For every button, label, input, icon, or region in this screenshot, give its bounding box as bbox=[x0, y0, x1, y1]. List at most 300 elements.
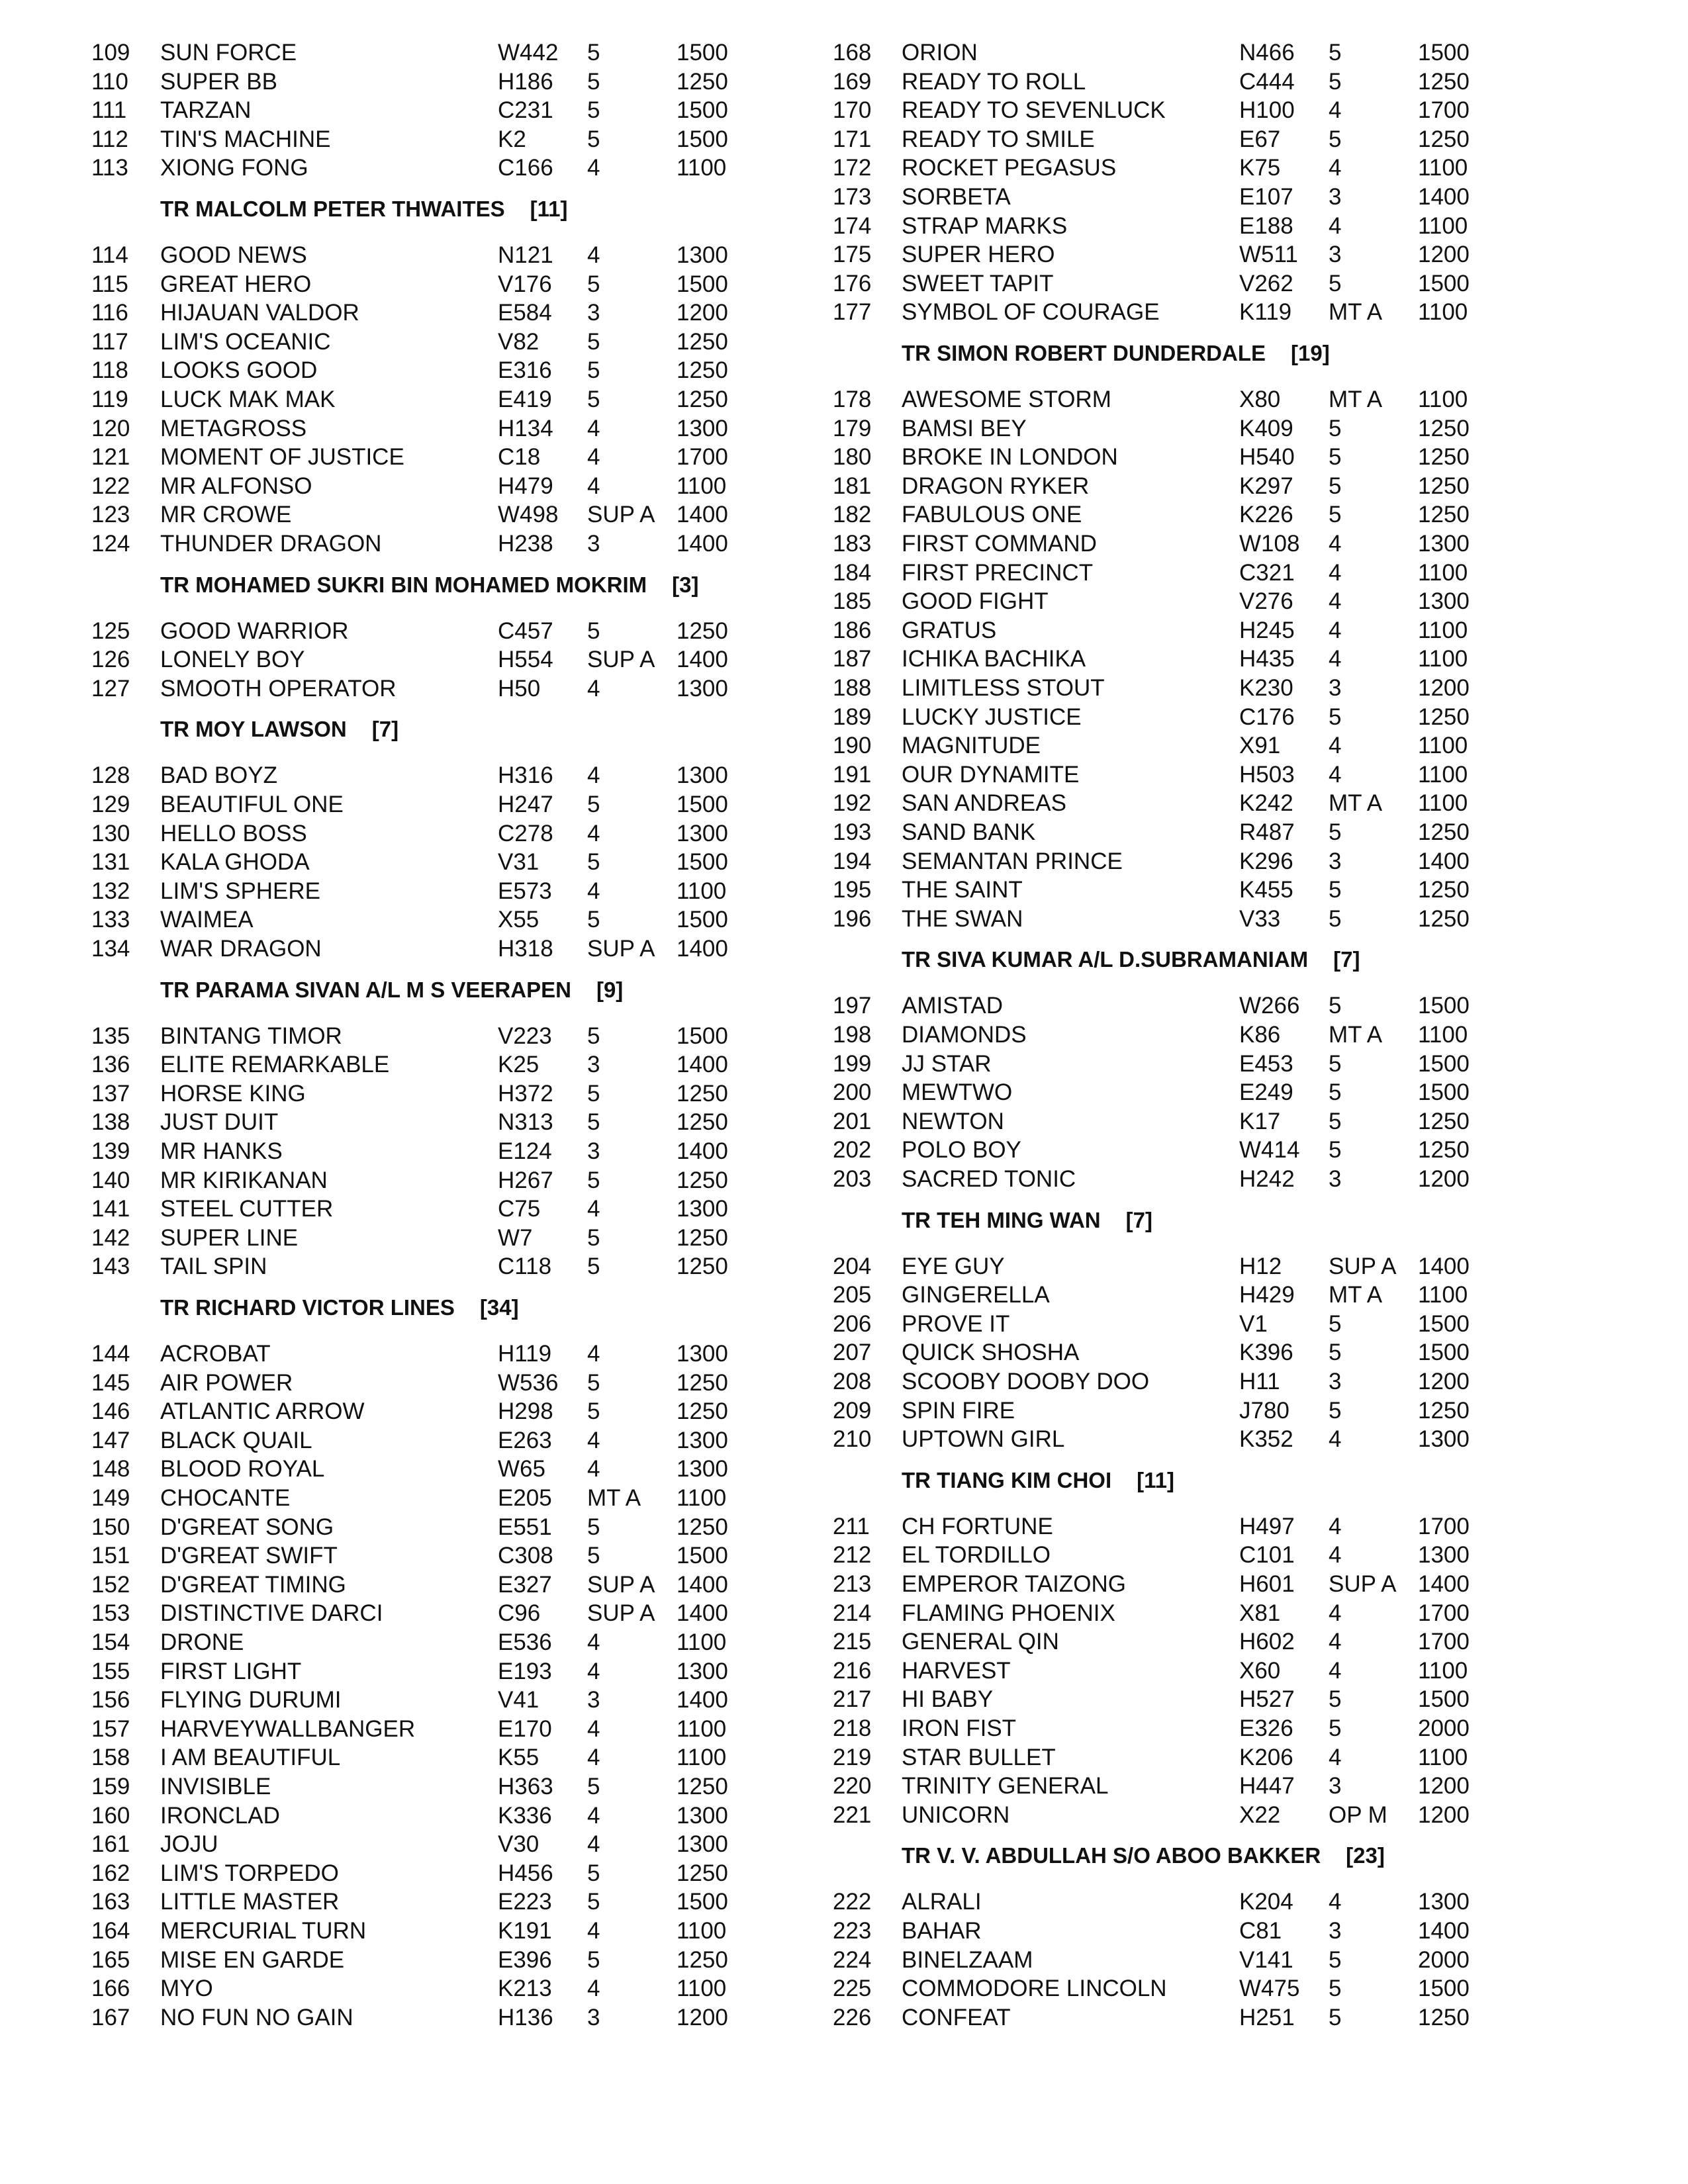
trainer-heading bbox=[902, 1206, 1152, 1235]
race-distance: 1250 bbox=[1418, 877, 1470, 903]
entry-number: 218 bbox=[833, 1715, 872, 1741]
entry-row bbox=[741, 443, 1483, 472]
horse-code: H429 bbox=[1239, 1282, 1295, 1308]
horse-name: FABULOUS ONE bbox=[902, 502, 1082, 528]
horse-name: MR CROWE bbox=[160, 502, 292, 528]
horse-code: N466 bbox=[1239, 40, 1295, 66]
entry-number: 128 bbox=[91, 762, 130, 789]
race-distance: 1250 bbox=[677, 1167, 728, 1193]
race-class: 4 bbox=[587, 1427, 600, 1453]
horse-name: SUPER LINE bbox=[160, 1224, 299, 1251]
race-distance: 1500 bbox=[1418, 1976, 1470, 2002]
horse-name: STEEL CUTTER bbox=[160, 1196, 334, 1222]
entry-row bbox=[0, 1137, 741, 1166]
horse-name: MR HANKS bbox=[160, 1138, 283, 1164]
horse-name: LOOKS GOOD bbox=[160, 357, 318, 384]
horse-code: K17 bbox=[1239, 1108, 1281, 1134]
horse-name: DRAGON RYKER bbox=[902, 473, 1090, 499]
horse-name: FLAMING PHOENIX bbox=[902, 1600, 1115, 1626]
entry-number: 184 bbox=[833, 559, 872, 586]
horse-code: C444 bbox=[1239, 68, 1295, 95]
race-class: 4 bbox=[1329, 1426, 1342, 1453]
horse-name: OUR DYNAMITE bbox=[902, 761, 1080, 788]
race-distance: 1700 bbox=[1418, 1513, 1470, 1539]
horse-name: JUST DUIT bbox=[160, 1109, 279, 1136]
horse-name: LITTLE MASTER bbox=[160, 1889, 340, 1915]
entry-number: 206 bbox=[833, 1310, 872, 1337]
race-class: 5 bbox=[587, 907, 600, 933]
race-distance: 1300 bbox=[677, 1658, 728, 1684]
race-class: 5 bbox=[1329, 1137, 1342, 1163]
race-class: 4 bbox=[1329, 155, 1342, 181]
horse-code: H554 bbox=[498, 647, 553, 673]
race-class: 5 bbox=[587, 271, 600, 297]
entry-row bbox=[741, 154, 1483, 183]
horse-code: K206 bbox=[1239, 1744, 1293, 1770]
entry-row bbox=[0, 2003, 741, 2032]
trainer-runner-count: [7] bbox=[1125, 1207, 1152, 1232]
race-distance: 1250 bbox=[1418, 68, 1470, 95]
race-distance: 1500 bbox=[677, 1543, 728, 1569]
horse-code: C101 bbox=[1239, 1542, 1295, 1569]
entry-number: 141 bbox=[91, 1196, 130, 1222]
trainer-heading bbox=[160, 570, 698, 600]
trainer-name: TR PARAMA SIVAN A/L M S VEERAPEN bbox=[160, 977, 571, 1002]
horse-name: IRONCLAD bbox=[160, 1802, 280, 1829]
entry-number: 160 bbox=[91, 1802, 130, 1829]
entry-row bbox=[741, 905, 1483, 934]
race-class: 5 bbox=[587, 1946, 600, 1973]
horse-name: LUCK MAK MAK bbox=[160, 387, 336, 412]
race-class: 4 bbox=[1329, 761, 1342, 788]
race-distance: 1250 bbox=[677, 1224, 728, 1251]
horse-name: ORION bbox=[902, 40, 978, 66]
horse-code: X55 bbox=[498, 907, 539, 933]
entry-number: 213 bbox=[833, 1571, 872, 1597]
horse-code: K119 bbox=[1239, 299, 1292, 326]
entry-number: 143 bbox=[91, 1253, 130, 1280]
race-class: 5 bbox=[1329, 444, 1342, 471]
race-class: 5 bbox=[1329, 1686, 1342, 1713]
entry-row bbox=[741, 414, 1483, 443]
horse-code: K352 bbox=[1239, 1426, 1293, 1453]
horse-code: E107 bbox=[1239, 184, 1293, 210]
entry-number: 152 bbox=[91, 1571, 130, 1598]
race-class: 5 bbox=[1329, 126, 1342, 152]
horse-code: H602 bbox=[1239, 1629, 1295, 1655]
entry-row bbox=[0, 500, 741, 529]
race-class: 4 bbox=[1329, 646, 1342, 672]
horse-code: K25 bbox=[498, 1052, 539, 1078]
horse-name: SACRED TONIC bbox=[902, 1166, 1076, 1192]
horse-code: H242 bbox=[1239, 1166, 1295, 1192]
entry-number: 114 bbox=[91, 242, 128, 268]
entry-row bbox=[741, 847, 1483, 876]
horse-code: K296 bbox=[1239, 848, 1293, 874]
entry-row bbox=[741, 2003, 1483, 2032]
trainer-runner-count: [23] bbox=[1346, 1843, 1385, 1868]
entry-row bbox=[0, 1195, 741, 1224]
horse-name: BAMSI BEY bbox=[902, 415, 1027, 441]
horse-code: H119 bbox=[498, 1341, 552, 1367]
entry-number: 124 bbox=[91, 531, 130, 557]
race-distance: 1500 bbox=[1418, 1340, 1470, 1366]
race-distance: 1100 bbox=[1418, 646, 1468, 672]
race-distance: 1250 bbox=[1418, 415, 1470, 441]
entry-row bbox=[741, 212, 1483, 241]
race-distance: 1100 bbox=[1418, 761, 1468, 788]
race-distance: 1400 bbox=[677, 1138, 728, 1164]
race-class: 4 bbox=[1329, 1889, 1342, 1915]
trainer-runner-count: [3] bbox=[672, 572, 699, 597]
race-distance: 1300 bbox=[1418, 1542, 1470, 1569]
horse-code: E223 bbox=[498, 1889, 552, 1915]
entry-number: 197 bbox=[833, 993, 872, 1019]
horse-code: C166 bbox=[498, 155, 553, 181]
horse-code: E193 bbox=[498, 1658, 552, 1684]
horse-name: GOOD WARRIOR bbox=[160, 617, 349, 644]
trainer-name: TR MOHAMED SUKRI BIN MOHAMED MOKRIM bbox=[160, 572, 647, 597]
race-distance: 1250 bbox=[677, 1109, 728, 1136]
horse-code: V31 bbox=[498, 849, 539, 876]
horse-name: ALRALI bbox=[902, 1889, 982, 1915]
horse-name: WAR DRAGON bbox=[160, 936, 322, 962]
horse-name: GOOD NEWS bbox=[160, 242, 307, 268]
horse-code: H50 bbox=[498, 675, 541, 702]
horse-name: LUCKY JUSTICE bbox=[902, 704, 1082, 730]
entry-number: 136 bbox=[91, 1052, 130, 1078]
horse-code: W498 bbox=[498, 502, 559, 528]
race-class: 4 bbox=[587, 1802, 600, 1829]
horse-name: JJ STAR bbox=[902, 1050, 992, 1077]
horse-name: ROCKET PEGASUS bbox=[902, 155, 1117, 181]
horse-name: TIN'S MACHINE bbox=[160, 126, 331, 152]
entry-number: 220 bbox=[833, 1773, 872, 1799]
entry-row bbox=[0, 1859, 741, 1888]
entry-row bbox=[0, 385, 741, 414]
race-class: 5 bbox=[1329, 993, 1342, 1019]
horse-code: H527 bbox=[1239, 1686, 1295, 1713]
trainer-name: TR TEH MING WAN bbox=[902, 1207, 1101, 1232]
race-class: 3 bbox=[1329, 848, 1342, 874]
entry-number: 215 bbox=[833, 1629, 872, 1655]
race-class: 5 bbox=[1329, 502, 1342, 528]
horse-name: BROKE IN LONDON bbox=[902, 444, 1118, 471]
entry-row bbox=[741, 298, 1483, 327]
race-class: 3 bbox=[1329, 242, 1342, 268]
race-class: 4 bbox=[1329, 1513, 1342, 1539]
horse-name: QUICK SHOSHA bbox=[902, 1340, 1080, 1366]
race-class: 5 bbox=[587, 1514, 600, 1540]
horse-name: GENERAL QIN bbox=[902, 1629, 1059, 1655]
horse-code: H100 bbox=[1239, 97, 1295, 124]
race-distance: 1100 bbox=[1418, 617, 1468, 643]
race-distance: 1250 bbox=[677, 1946, 728, 1973]
horse-name: UPTOWN GIRL bbox=[902, 1426, 1065, 1453]
race-distance: 1400 bbox=[1418, 184, 1470, 210]
horse-code: H12 bbox=[1239, 1253, 1282, 1279]
race-distance: 1700 bbox=[1418, 1600, 1470, 1626]
horse-name: BINTANG TIMOR bbox=[160, 1023, 342, 1049]
race-distance: 1300 bbox=[677, 762, 728, 789]
horse-code: E551 bbox=[498, 1514, 552, 1540]
race-class: 5 bbox=[587, 1369, 600, 1396]
entry-number: 185 bbox=[833, 588, 872, 615]
horse-name: IRON FIST bbox=[902, 1715, 1017, 1741]
horse-name: NEWTON bbox=[902, 1108, 1004, 1134]
race-distance: 1250 bbox=[677, 68, 728, 95]
entry-number: 179 bbox=[833, 415, 872, 441]
horse-name: AIR POWER bbox=[160, 1369, 293, 1396]
entry-row bbox=[741, 125, 1483, 154]
entry-row bbox=[741, 1974, 1483, 2003]
entry-row bbox=[741, 818, 1483, 847]
entry-row bbox=[0, 1166, 741, 1195]
entry-number: 131 bbox=[91, 849, 130, 876]
entry-row bbox=[0, 1541, 741, 1570]
entry-number: 159 bbox=[91, 1774, 130, 1799]
horse-name: STRAP MARKS bbox=[902, 212, 1068, 239]
race-class: 4 bbox=[1329, 559, 1342, 586]
horse-name: MYO bbox=[160, 1976, 213, 2002]
race-class: 5 bbox=[587, 617, 600, 644]
entry-row bbox=[0, 472, 741, 501]
trainer-heading bbox=[160, 1293, 519, 1322]
entry-number: 154 bbox=[91, 1629, 130, 1655]
entry-row bbox=[0, 68, 741, 97]
entry-row bbox=[0, 674, 741, 704]
race-class: SUP A bbox=[587, 647, 655, 673]
horse-code: C321 bbox=[1239, 559, 1295, 586]
race-distance: 1250 bbox=[677, 1860, 728, 1886]
horse-code: K396 bbox=[1239, 1340, 1293, 1366]
horse-name: GRATUS bbox=[902, 617, 997, 643]
entry-number: 171 bbox=[833, 126, 872, 152]
race-distance: 1250 bbox=[1418, 1397, 1470, 1424]
race-distance: 1500 bbox=[1418, 40, 1470, 66]
race-class: 3 bbox=[587, 1052, 600, 1078]
entry-row bbox=[0, 645, 741, 674]
horse-name: LIMITLESS STOUT bbox=[902, 675, 1105, 701]
horse-code: V30 bbox=[498, 1831, 539, 1858]
horse-name: SMOOTH OPERATOR bbox=[160, 675, 397, 702]
horse-name: CH FORTUNE bbox=[902, 1513, 1053, 1539]
horse-name: SWEET TAPIT bbox=[902, 270, 1054, 296]
race-distance: 1400 bbox=[1418, 1253, 1470, 1279]
race-class: 5 bbox=[587, 357, 600, 384]
race-distance: 1250 bbox=[677, 1774, 728, 1799]
entry-number: 119 bbox=[91, 387, 128, 412]
race-class: 3 bbox=[1329, 1918, 1342, 1944]
trainer-runner-count: [7] bbox=[1333, 947, 1360, 972]
race-distance: 1100 bbox=[1418, 1282, 1468, 1308]
race-class: 5 bbox=[587, 1167, 600, 1193]
trainer-heading bbox=[902, 1841, 1385, 1870]
horse-name: DIAMONDS bbox=[902, 1022, 1027, 1048]
race-class: 5 bbox=[587, 1080, 600, 1107]
horse-code: C18 bbox=[498, 444, 541, 471]
race-distance: 1700 bbox=[1418, 97, 1470, 124]
entry-number: 121 bbox=[91, 444, 130, 471]
horse-code: V41 bbox=[498, 1687, 539, 1713]
race-class: 5 bbox=[1329, 1946, 1342, 1973]
trainer-name: TR RICHARD VICTOR LINES bbox=[160, 1295, 455, 1320]
horse-code: K455 bbox=[1239, 877, 1293, 903]
horse-name: SUPER HERO bbox=[902, 242, 1055, 268]
entry-number: 170 bbox=[833, 97, 872, 124]
entry-row bbox=[0, 1397, 741, 1426]
entry-number: 214 bbox=[833, 1600, 872, 1626]
entry-number: 109 bbox=[91, 40, 130, 66]
race-distance: 1250 bbox=[1418, 819, 1470, 845]
entry-row bbox=[0, 1801, 741, 1831]
race-distance: 1300 bbox=[677, 1196, 728, 1222]
race-class: 5 bbox=[587, 68, 600, 95]
entry-row bbox=[741, 1281, 1483, 1310]
horse-name: BLOOD ROYAL bbox=[160, 1456, 325, 1482]
horse-code: E67 bbox=[1239, 126, 1281, 152]
horse-name: MR KIRIKANAN bbox=[160, 1167, 328, 1193]
entry-row bbox=[0, 1830, 741, 1859]
race-distance: 1500 bbox=[677, 792, 728, 817]
entry-row bbox=[0, 443, 741, 472]
race-class: 3 bbox=[587, 1138, 600, 1164]
entry-number: 196 bbox=[833, 905, 872, 932]
horse-code: E316 bbox=[498, 357, 552, 384]
horse-code: E396 bbox=[498, 1946, 552, 1973]
entry-number: 150 bbox=[91, 1514, 130, 1540]
entry-row bbox=[0, 1772, 741, 1801]
race-class: 4 bbox=[587, 155, 600, 181]
horse-code: K213 bbox=[498, 1976, 552, 2002]
entry-number: 225 bbox=[833, 1976, 872, 2002]
horse-name: UNICORN bbox=[902, 1801, 1010, 1828]
race-class: MT A bbox=[1329, 1282, 1383, 1308]
entry-row bbox=[741, 1165, 1483, 1194]
race-class: 5 bbox=[1329, 877, 1342, 903]
horse-code: C81 bbox=[1239, 1918, 1282, 1944]
horse-name: CONFEAT bbox=[902, 2004, 1011, 2030]
horse-name: INVISIBLE bbox=[160, 1774, 271, 1799]
entry-row bbox=[0, 298, 741, 328]
race-class: 5 bbox=[587, 1889, 600, 1915]
entry-number: 204 bbox=[833, 1253, 872, 1279]
entry-row bbox=[741, 1743, 1483, 1772]
horse-name: SORBETA bbox=[902, 184, 1011, 210]
entry-row bbox=[0, 414, 741, 443]
race-class: 5 bbox=[1329, 1340, 1342, 1366]
horse-name: MISE EN GARDE bbox=[160, 1946, 345, 1973]
race-class: 3 bbox=[587, 1687, 600, 1713]
horse-code: H247 bbox=[498, 792, 553, 817]
entry-number: 117 bbox=[91, 328, 128, 355]
horse-name: READY TO SMILE bbox=[902, 126, 1095, 152]
horse-name: ICHIKA BACHIKA bbox=[902, 646, 1086, 672]
horse-code: W108 bbox=[1239, 531, 1300, 557]
horse-code: E249 bbox=[1239, 1079, 1293, 1106]
race-class: 4 bbox=[1329, 1600, 1342, 1626]
horse-name: BINELZAAM bbox=[902, 1946, 1033, 1973]
entry-row bbox=[0, 1455, 741, 1484]
entry-row bbox=[741, 1685, 1483, 1714]
race-distance: 1100 bbox=[677, 1715, 727, 1742]
entry-row bbox=[741, 991, 1483, 1021]
horse-code: W65 bbox=[498, 1456, 545, 1482]
trainer-runner-count: [9] bbox=[596, 977, 624, 1002]
race-distance: 1300 bbox=[677, 415, 728, 441]
horse-name: TAIL SPIN bbox=[160, 1253, 267, 1280]
entry-row bbox=[0, 1888, 741, 1917]
entry-row bbox=[741, 1657, 1483, 1686]
race-class: 5 bbox=[1329, 819, 1342, 845]
race-class: 4 bbox=[587, 1196, 600, 1222]
race-distance: 1200 bbox=[677, 2004, 728, 2030]
horse-name: ELITE REMARKABLE bbox=[160, 1052, 390, 1078]
entry-number: 221 bbox=[833, 1801, 872, 1828]
entry-number: 126 bbox=[91, 647, 130, 673]
entry-row bbox=[741, 1310, 1483, 1339]
horse-name: GINGERELLA bbox=[902, 1282, 1050, 1308]
entry-number: 210 bbox=[833, 1426, 872, 1453]
race-distance: 1300 bbox=[677, 1427, 728, 1453]
entry-number: 181 bbox=[833, 473, 872, 499]
entry-row bbox=[0, 154, 741, 183]
horse-code: C176 bbox=[1239, 704, 1295, 730]
entry-row bbox=[0, 905, 741, 934]
entry-number: 166 bbox=[91, 1976, 130, 2002]
entry-row bbox=[0, 819, 741, 848]
horse-name: LIM'S TORPEDO bbox=[160, 1860, 339, 1886]
race-distance: 1300 bbox=[1418, 1889, 1470, 1915]
horse-code: N121 bbox=[498, 242, 553, 268]
race-distance: 1100 bbox=[677, 1976, 727, 2002]
race-class: 3 bbox=[1329, 184, 1342, 210]
entry-number: 188 bbox=[833, 675, 872, 701]
race-distance: 1400 bbox=[1418, 848, 1470, 874]
entry-number: 187 bbox=[833, 646, 872, 672]
entry-row bbox=[0, 1108, 741, 1137]
horse-name: KALA GHODA bbox=[160, 849, 310, 876]
entry-number: 212 bbox=[833, 1542, 872, 1569]
horse-code: H601 bbox=[1239, 1571, 1295, 1597]
race-distance: 1300 bbox=[1418, 1426, 1470, 1453]
entry-number: 134 bbox=[91, 936, 130, 962]
entry-number: 201 bbox=[833, 1108, 872, 1134]
race-distance: 1500 bbox=[677, 907, 728, 933]
race-distance: 1100 bbox=[677, 1745, 727, 1771]
horse-code: K55 bbox=[498, 1745, 539, 1771]
race-class: 3 bbox=[1329, 1166, 1342, 1192]
horse-name: STAR BULLET bbox=[902, 1744, 1056, 1770]
entry-row bbox=[741, 1078, 1483, 1107]
race-distance: 1300 bbox=[677, 675, 728, 702]
race-class: 4 bbox=[587, 1658, 600, 1684]
race-distance: 1300 bbox=[1418, 588, 1470, 615]
race-distance: 1500 bbox=[677, 97, 728, 124]
race-class: 4 bbox=[1329, 733, 1342, 759]
race-class: 5 bbox=[1329, 270, 1342, 296]
race-class: 5 bbox=[587, 1860, 600, 1886]
entry-row bbox=[0, 617, 741, 646]
horse-code: W266 bbox=[1239, 993, 1300, 1019]
trainer-heading bbox=[160, 195, 568, 224]
race-distance: 1250 bbox=[677, 1398, 728, 1425]
race-distance: 1100 bbox=[1418, 733, 1468, 759]
entry-number: 113 bbox=[91, 155, 128, 181]
entry-number: 127 bbox=[91, 675, 130, 702]
race-class: SUP A bbox=[587, 936, 655, 962]
entry-row bbox=[0, 1513, 741, 1542]
